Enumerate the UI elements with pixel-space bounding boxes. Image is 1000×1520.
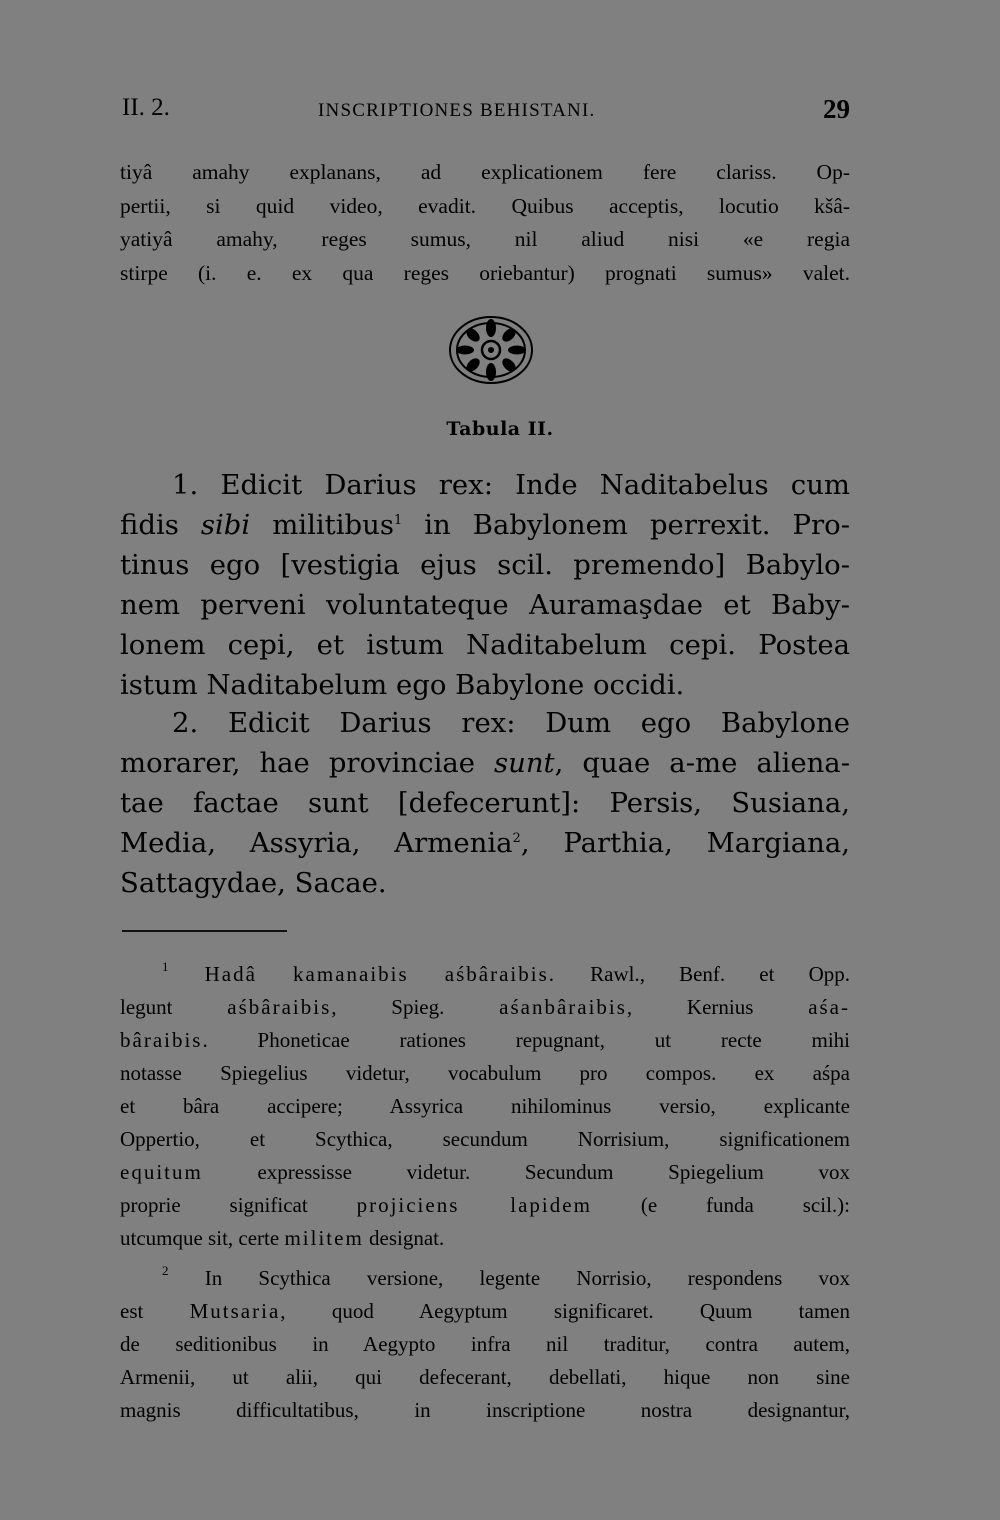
section-marker: II. 2. xyxy=(122,94,170,121)
text-run: aśanbâraibis xyxy=(499,995,627,1019)
text-line xyxy=(120,505,850,545)
text-run: fidis xyxy=(120,509,201,541)
text-run: (e funda scil.): xyxy=(591,1193,850,1217)
text-run: morarer, hae provinciae xyxy=(120,747,495,779)
footnote-ref: 1 xyxy=(393,513,403,528)
text-line: yatiyâ amahy, reges sumus, nil aliud nisi «e regia xyxy=(120,227,850,251)
footnote-rule xyxy=(122,930,287,932)
rosette-ornament-icon xyxy=(445,314,537,386)
text-line xyxy=(120,1262,850,1295)
text-run: In Scythica versione, legente Norrisio, respondens vox xyxy=(168,1266,850,1290)
text-line xyxy=(120,1156,850,1189)
text-run: in Babylonem perrexit. Pro- xyxy=(402,509,850,541)
text-line: Sattagydae, Sacae. xyxy=(120,867,387,899)
text-line: 2. Edicit Darius rex: Dum ego Babylone xyxy=(172,707,850,739)
footnote-mark: 1 xyxy=(162,959,169,974)
text-line xyxy=(120,1295,850,1328)
text-run: Mutsaria xyxy=(189,1299,281,1323)
text-line: de seditionibus in Aegypto infra nil traditur, contra autem, xyxy=(120,1332,850,1356)
text-run: militibus xyxy=(250,509,394,541)
text-run: Media, Assyria, Armenia xyxy=(120,827,513,859)
running-title: INSCRIPTIONES BEHISTANI. xyxy=(318,100,596,121)
text-run: , quae a-me aliena- xyxy=(554,747,850,779)
text-line: notasse Spiegelius videtur, vocabulum pro compos. ex aśpa xyxy=(120,1061,850,1085)
text-run: , quod Aegyptum significaret. Quum tamen xyxy=(280,1299,850,1323)
footnote-mark: 2 xyxy=(162,1263,169,1278)
text-run: expressisse videtur. Secundum Spiegelium vox xyxy=(202,1160,850,1184)
text-run: militem xyxy=(284,1226,364,1250)
text-run: . Phoneticae rationes repugnant, ut recte mihi xyxy=(202,1028,850,1052)
text-run: est xyxy=(120,1299,190,1323)
paragraph-1 xyxy=(120,465,850,705)
page-number: 29 xyxy=(823,94,850,124)
text-line: 1. Edicit Darius rex: Inde Naditabelus cum xyxy=(172,469,850,501)
text-line: Armenii, ut alii, qui defecerant, debellati, hique non sine xyxy=(120,1365,850,1389)
text-run: proprie significat xyxy=(120,1193,357,1217)
text-line: nem perveni voluntateque Auramaşdae et Baby- xyxy=(120,589,850,621)
text-line: tiyâ amahy explanans, ad explicationem fere clariss. Op- xyxy=(120,160,850,184)
footnote-ref: 2 xyxy=(512,831,521,846)
text-line: lonem cepi, et istum Naditabelum cepi. Postea xyxy=(120,629,850,661)
text-line xyxy=(120,743,850,783)
text-run: Rawl., Benf. et Opp. xyxy=(556,962,850,986)
section-heading: Tabula II. xyxy=(446,418,554,440)
footnote-1 xyxy=(120,958,850,1255)
text-line xyxy=(120,958,850,991)
text-line: pertii, si quid video, evadit. Quibus acceptis, locutio kšâ- xyxy=(120,193,850,218)
text-run: , Parthia, Margiana, xyxy=(520,827,850,859)
text-line: et bâra accipere; Assyrica nihilominus versio, explicante xyxy=(120,1094,850,1118)
text-run: projiciens lapidem xyxy=(356,1193,592,1217)
running-header xyxy=(122,94,850,134)
text-run: , Spieg. xyxy=(331,995,500,1019)
text-line xyxy=(120,1222,850,1255)
paragraph-2 xyxy=(120,703,850,903)
text-line: istum Naditabelum ego Babylone occidi. xyxy=(120,669,685,701)
text-run: bâraibis xyxy=(120,1028,203,1052)
text-run: equitum xyxy=(120,1160,203,1184)
text-line xyxy=(120,1024,850,1057)
footnote-2 xyxy=(120,1262,850,1427)
text-run: legunt xyxy=(120,995,228,1019)
text-line xyxy=(120,1189,850,1222)
text-line: Oppertio, et Scythica, secundum Norrisium, significationem xyxy=(120,1127,850,1151)
text-run: , Kernius xyxy=(626,995,809,1019)
italic-word: sibi xyxy=(200,509,251,541)
text-run: Hadâ kamanaibis aśbâraibis. xyxy=(168,962,557,986)
italic-word: sunt xyxy=(494,747,555,779)
text-line xyxy=(120,823,850,863)
text-run: aśbâraibis xyxy=(227,995,332,1019)
text-line: stirpe (i. e. ex qua reges oriebantur) prognati sumus» valet. xyxy=(120,260,850,285)
text-line: tinus ego [vestigia ejus scil. premendo] Babylo- xyxy=(120,549,850,581)
text-run: aśa- xyxy=(808,995,850,1019)
text-run: designat. xyxy=(363,1226,445,1250)
text-line: tae factae sunt [defecerunt]: Persis, Susiana, xyxy=(120,787,850,819)
intro-paragraph xyxy=(120,156,850,290)
text-line xyxy=(120,991,850,1024)
text-run: utcumque sit, certe xyxy=(120,1226,285,1250)
text-line: magnis difficultatibus, in inscriptione nostra designantur, xyxy=(120,1398,850,1422)
